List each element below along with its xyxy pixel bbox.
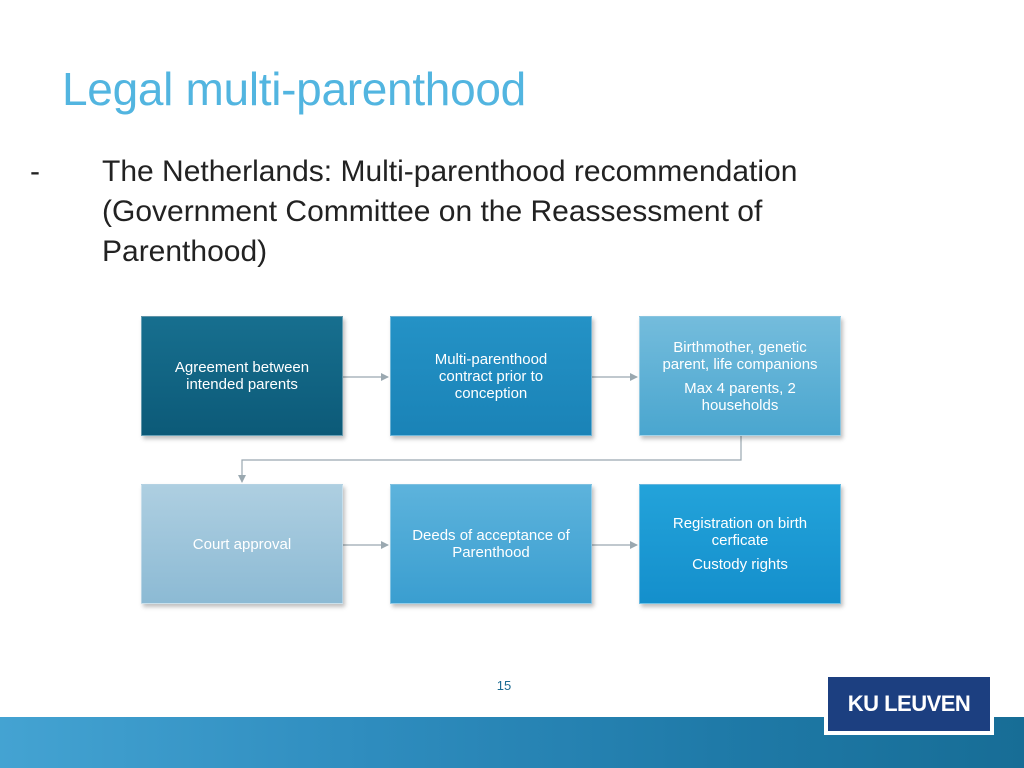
arrow-3-to-4	[242, 436, 741, 482]
box-subtext: Custody rights	[692, 556, 788, 573]
box-text: conception	[454, 384, 528, 402]
bullet-text: The Netherlands: Multi-parenthood recommendation (Government Committee on the Reassessment of Parenthood)	[102, 155, 798, 268]
flow-box-contract	[390, 316, 592, 436]
bullet-dash: -	[30, 155, 40, 188]
box-text: Multi-parenthood	[434, 350, 548, 368]
box-text: Parenthood	[452, 544, 530, 561]
flow-box-agreement	[141, 316, 343, 436]
box-subtext: households	[701, 396, 779, 414]
logo-text: KU LEUVEN	[828, 677, 990, 731]
slide-title: Legal multi-parenthood	[62, 63, 526, 115]
flow-box-parents	[639, 316, 841, 436]
flow-box-registration	[639, 484, 841, 604]
box-text: cerficate	[711, 532, 769, 549]
flow-box-court-approval	[141, 484, 343, 604]
box-text: contract prior to	[438, 367, 544, 385]
box-text: Birthmother, genetic	[673, 338, 807, 356]
box-text: Registration on birth	[672, 515, 808, 532]
box-text: parent, life companions	[662, 355, 818, 373]
box-text: Agreement between	[174, 359, 310, 376]
box-text: Court approval	[192, 535, 292, 553]
flow-box-deeds	[390, 484, 592, 604]
ku-leuven-logo	[824, 673, 994, 735]
box-text: intended parents	[186, 376, 298, 393]
page-number: 15	[496, 678, 512, 693]
box-subtext: Max 4 parents, 2	[684, 379, 796, 397]
box-text: Deeds of acceptance of	[412, 527, 570, 544]
